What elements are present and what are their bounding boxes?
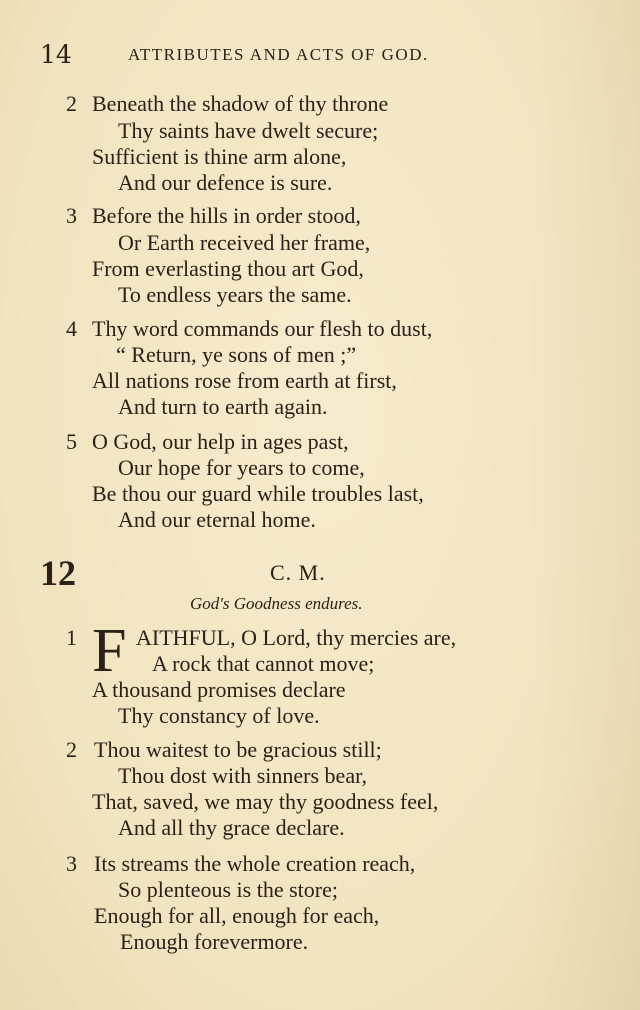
verse-line: Its streams the whole creation reach, — [94, 851, 416, 876]
verse-line: A thousand promises declare — [92, 677, 346, 702]
verse-number: 5 — [66, 429, 77, 454]
bleed-through-shadow — [530, 0, 640, 1010]
verse-line: So plenteous is the store; — [118, 877, 338, 902]
hymn-number: 12 — [40, 553, 76, 593]
verse-line: To endless years the same. — [118, 282, 352, 307]
verse-line: Enough for all, enough for each, — [94, 903, 380, 928]
drop-cap: F — [92, 617, 127, 685]
verse-line: “ Return, ye sons of men ;” — [116, 342, 357, 367]
verse-line: Thou dost with sinners bear, — [118, 763, 368, 788]
verse-line: Beneath the shadow of thy throne — [92, 91, 389, 116]
verse-line: Thou waitest to be gracious still; — [94, 737, 382, 762]
verse-line: Be thou our guard while troubles last, — [92, 481, 424, 506]
verse-line: Before the hills in order stood, — [92, 203, 361, 228]
verse-line: Thy word commands our flesh to dust, — [92, 316, 433, 341]
hymn-subtitle: God's Goodness endures. — [190, 594, 363, 613]
verse-line: Sufficient is thine arm alone, — [92, 144, 347, 169]
page-number: 14 — [40, 40, 72, 69]
verse-line: All nations rose from earth at first, — [92, 368, 397, 393]
verse-line: And our defence is sure. — [118, 170, 333, 195]
verse-line: Thy constancy of love. — [118, 703, 320, 728]
hymn-meter: C. M. — [270, 560, 326, 585]
verse-number: 1 — [66, 625, 77, 650]
verse-line: Our hope for years to come, — [118, 455, 365, 480]
verse-number: 4 — [66, 316, 77, 341]
verse-number: 2 — [66, 91, 77, 116]
page-header — [40, 40, 600, 70]
verse-line: And our eternal home. — [118, 507, 316, 532]
verse-line: From everlasting thou art God, — [92, 256, 364, 281]
verse-line: Or Earth received her frame, — [118, 230, 371, 255]
verse-number: 2 — [66, 737, 77, 762]
verse-line: That, saved, we may thy goodness feel, — [92, 789, 439, 814]
verse-line: AITHFUL, O Lord, thy mercies are, — [136, 625, 457, 650]
verse-line: And turn to earth again. — [118, 394, 328, 419]
verse-line: Enough forevermore. — [120, 929, 309, 954]
verse-number: 3 — [66, 851, 77, 876]
verse-line: And all thy grace declare. — [118, 815, 345, 840]
verse-line: O God, our help in ages past, — [92, 429, 349, 454]
verse-number: 3 — [66, 203, 77, 228]
verse-line: Thy saints have dwelt secure; — [118, 118, 379, 143]
running-head: ATTRIBUTES AND ACTS OF GOD. — [128, 45, 429, 64]
verse-line: A rock that cannot move; — [152, 651, 375, 676]
